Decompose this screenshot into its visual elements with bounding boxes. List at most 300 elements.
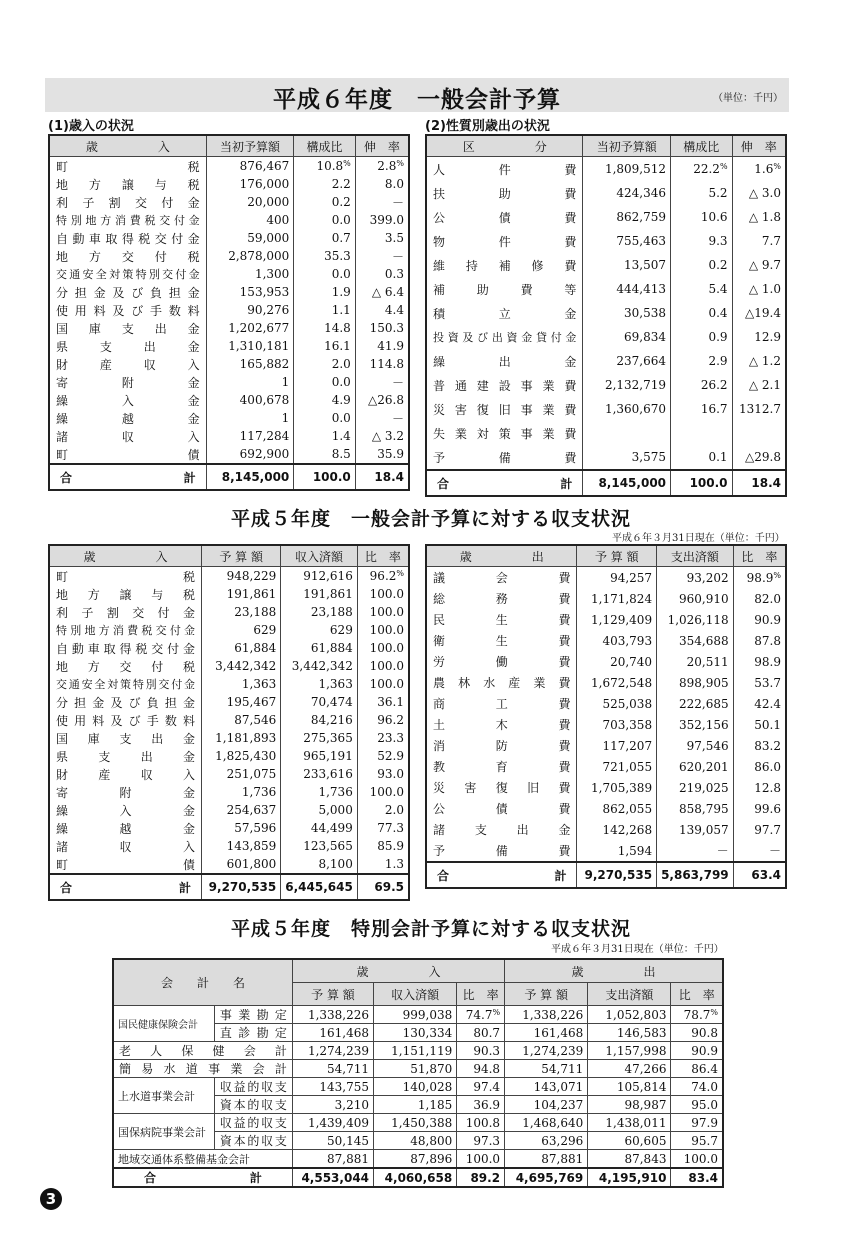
cell: 57,596 [202,819,281,837]
percent-mark: % [710,1007,718,1017]
cell: 97.9 [671,1114,723,1132]
cell: 90.3 [457,1042,505,1060]
revenue-section-title: (1)歳入の状況 [48,119,134,134]
cell: 94.8 [457,1060,505,1078]
col-spent: 支出済額 [588,983,671,1006]
header-row [49,135,409,157]
cell: 12.8 [733,777,786,798]
col-expenditure: 歳 出 [505,959,723,983]
cell: 8.0 [355,175,409,193]
column-header: 構成比 [294,135,355,157]
table-row [426,735,786,756]
cell: 2.2 [294,175,355,193]
cell: 1,363 [281,675,358,693]
title-banner [45,78,789,112]
table-row [49,229,409,247]
cell: 100.0 [357,585,409,603]
cell-value: 2.8 [377,159,397,173]
cell: 1.1 [294,301,355,319]
column-header: 比 率 [357,545,409,567]
row-label: 投資及び出資金貸付金 [426,325,583,349]
total-label: 合 計 [49,464,206,490]
row-label: 使用料及び手数料 [49,711,202,729]
cell: － [733,840,786,862]
cell: 100.0 [357,675,409,693]
cell: 114.8 [355,355,409,373]
cell: 82.0 [733,588,786,609]
cell [357,567,409,586]
col-received: 収入済額 [374,983,457,1006]
cell: 90.9 [733,609,786,630]
cell: 862,759 [583,205,671,229]
cell: 150.3 [355,319,409,337]
row-label: 財 産 収 入 [49,765,202,783]
cell [294,157,355,176]
cell: 95.0 [671,1096,723,1114]
cell: 1,705,389 [577,777,657,798]
table-row [113,1060,723,1078]
table-row [49,621,409,639]
table-row [49,639,409,657]
cell: 999,038 [374,1006,457,1024]
row-label: 自動車取得税交付金 [49,229,206,247]
cell: 5.4 [671,277,733,301]
cell: 23,188 [281,603,358,621]
cell: 0.2 [294,193,355,211]
total-cell: 9,270,535 [577,862,657,888]
cell: 1,736 [202,783,281,801]
cell: 61,884 [202,639,281,657]
row-label: 特別地方消費税交付金 [49,621,202,639]
column-header: 歳 出 [426,545,577,567]
row-label: 利子割交付金 [49,603,202,621]
account-name: 簡易水道事業会計 [113,1060,292,1078]
row-label: 補 助 費 等 [426,277,583,301]
table-row [426,777,786,798]
cell: － [657,840,734,862]
cell: 2.0 [294,355,355,373]
cell: 403,793 [577,630,657,651]
cell: 100.0 [671,1150,723,1169]
row-label: 財 産 収 入 [49,355,206,373]
cell: 10.6 [671,205,733,229]
cell: 858,795 [657,798,734,819]
table-row [426,819,786,840]
cell: 23,188 [202,603,281,621]
cell: 399.0 [355,211,409,229]
col-budget: 予 算 額 [505,983,588,1006]
cell-value: 74.7 [465,1007,493,1022]
cell-value: 22.2 [693,162,720,176]
cell: 95.7 [671,1132,723,1150]
cell: 94,257 [577,567,657,589]
table-row [49,765,409,783]
unit-label: （単位：千円） [713,93,783,104]
cell: 0.7 [294,229,355,247]
cell: 195,467 [202,693,281,711]
cell-value: 96.2 [369,569,397,583]
cell: 100.0 [357,603,409,621]
table-row [49,265,409,283]
row-label: 商 工 費 [426,693,577,714]
cell: 1.4 [294,427,355,445]
col-budget: 予 算 額 [292,983,373,1006]
table-row [426,157,786,182]
row-label: 使用料及び手数料 [49,301,206,319]
row-label: 諸 収 入 [49,837,202,855]
col-revenue: 歳 入 [292,959,504,983]
cell: 191,861 [281,585,358,603]
cell [671,1006,723,1024]
table-row [426,421,786,445]
cell: 862,055 [577,798,657,819]
cell: 80.7 [457,1024,505,1042]
column-header: 歳 入 [49,135,206,157]
table-row [49,729,409,747]
cell: 140,028 [374,1078,457,1096]
cell: 1,338,226 [505,1006,588,1024]
row-label: 国 庫 支 出 金 [49,729,202,747]
row-label: 地 方 譲 与 税 [49,175,206,193]
cell: － [355,193,409,211]
cell: 4,553,044 [292,1168,373,1187]
cell: 1,363 [202,675,281,693]
table-row [426,397,786,421]
page-title: 平成６年度 一般会計予算 [273,87,561,113]
row-label: 諸 支 出 金 [426,819,577,840]
total-row [113,1168,723,1187]
cell: 60,605 [588,1132,671,1150]
cell: 1,438,011 [588,1114,671,1132]
cell: 105,814 [588,1078,671,1096]
cell: 47,266 [588,1060,671,1078]
cell: 146,583 [588,1024,671,1042]
h6-expenditure-table [425,134,787,497]
cell: 90,276 [206,301,294,319]
row-label: 消 防 費 [426,735,577,756]
table-row [49,373,409,391]
table-row [49,693,409,711]
table-row [49,355,409,373]
cell: △29.8 [732,445,786,470]
cell: 83.2 [733,735,786,756]
sub-account: 収益的収支 [214,1114,292,1132]
cell: 87,881 [292,1150,373,1169]
cell: 1,809,512 [583,157,671,182]
row-label: 公 債 費 [426,798,577,819]
row-label: 予 備 費 [426,445,583,470]
row-label: 県 支 出 金 [49,747,202,765]
cell: 1.9 [294,283,355,301]
cell: 354,688 [657,630,734,651]
cell: 36.1 [357,693,409,711]
cell: 117,207 [577,735,657,756]
cell: △ 1.2 [732,349,786,373]
cell: 100.0 [457,1150,505,1169]
table-row [49,711,409,729]
cell: 1,171,824 [577,588,657,609]
percent-mark: % [719,162,728,171]
cell: 104,237 [505,1096,588,1114]
table-row [49,283,409,301]
row-label: 公 債 費 [426,205,583,229]
cell-value: 1.6 [754,162,774,176]
cell: 20,511 [657,651,734,672]
cell: △ 3.2 [355,427,409,445]
row-label: 衛 生 費 [426,630,577,651]
table-row [49,567,409,586]
cell [355,157,409,176]
row-label: 交通安全対策特別交付金 [49,675,202,693]
cell: 97,546 [657,735,734,756]
cell: 5,000 [281,801,358,819]
cell: 54,711 [505,1060,588,1078]
total-cell: 6,445,645 [281,874,358,900]
total-label: 合 計 [426,862,577,888]
row-label: 繰 越 金 [49,819,202,837]
total-label: 合 計 [426,470,583,496]
table-row [49,211,409,229]
column-header: 予 算 額 [202,545,281,567]
cell: 692,900 [206,445,294,464]
cell: 1,052,803 [588,1006,671,1024]
row-label: 分担金及び負担金 [49,283,206,301]
cell: 8,100 [281,855,358,874]
cell: 97.4 [457,1078,505,1096]
cell: 23.3 [357,729,409,747]
cell: 89.2 [457,1168,505,1187]
total-cell: 63.4 [733,862,786,888]
row-label: 失業対策事業費 [426,421,583,445]
cell: 1,274,239 [505,1042,588,1060]
cell: 139,057 [657,819,734,840]
cell: 97.7 [733,819,786,840]
total-row [49,874,409,900]
cell: 98.9 [733,651,786,672]
cell: 1,825,430 [202,747,281,765]
cell: 424,346 [583,181,671,205]
cell: 1,026,118 [657,609,734,630]
cell: 1,157,998 [588,1042,671,1060]
cell: 161,468 [505,1024,588,1042]
cell: 165,882 [206,355,294,373]
expenditure-section-title: (2)性質別歳出の状況 [425,119,550,134]
cell: 525,038 [577,693,657,714]
total-cell: 100.0 [671,470,733,496]
table-row [426,229,786,253]
cell: 59,000 [206,229,294,247]
table-row [113,1042,723,1060]
percent-mark: % [492,1007,501,1017]
cell: 1 [206,373,294,391]
h6-revenue-table [48,134,410,491]
table-row [426,840,786,862]
cell: 3,210 [292,1096,373,1114]
column-header: 構成比 [671,135,733,157]
header-row [49,545,409,567]
total-cell: 9,270,535 [202,874,281,900]
cell: 4,060,658 [374,1168,457,1187]
cell: 1,450,388 [374,1114,457,1132]
total-cell: 8,145,000 [583,470,671,496]
row-label: 町 税 [49,157,206,176]
cell: 1,594 [577,840,657,862]
cell [457,1006,505,1024]
column-header: 予 算 額 [577,545,657,567]
table-row [49,175,409,193]
table-row [49,837,409,855]
cell: 44,499 [281,819,358,837]
cell: 876,467 [206,157,294,176]
cell: 100.0 [357,639,409,657]
percent-mark: % [773,570,781,580]
cell: 42.4 [733,693,786,714]
cell: 74.0 [671,1078,723,1096]
cell: 35.3 [294,247,355,265]
row-label: 分担金及び負担金 [49,693,202,711]
h5-expenditure-table [425,544,787,889]
total-cell: 5,863,799 [657,862,734,888]
cell: 0.0 [294,265,355,283]
table-row [426,277,786,301]
cell: △19.4 [732,301,786,325]
row-label: 町 債 [49,855,202,874]
cell: 0.0 [294,373,355,391]
row-label: 物 件 費 [426,229,583,253]
cell: 20,000 [206,193,294,211]
cell: 143,859 [202,837,281,855]
row-label: 民 生 費 [426,609,577,630]
table-row [426,756,786,777]
cell: 87,896 [374,1150,457,1169]
h5-general-title: 平成５年度 一般会計予算に対する収支状況 [230,508,631,530]
column-header: 比 率 [733,545,786,567]
cell: 16.1 [294,337,355,355]
cell: 87.8 [733,630,786,651]
cell: 948,229 [202,567,281,586]
cell: 2.9 [671,349,733,373]
cell: △ 1.8 [732,205,786,229]
cell: 222,685 [657,693,734,714]
table-row [426,301,786,325]
row-label: 地 方 交 付 税 [49,247,206,265]
cell: 61,884 [281,639,358,657]
account-name: 国保病院事業会計 [113,1114,214,1150]
account-name: 上水道事業会計 [113,1078,214,1114]
cell: 100.0 [357,657,409,675]
table-row [426,714,786,735]
cell: 629 [202,621,281,639]
table-row [49,337,409,355]
table-row [49,585,409,603]
cell: 444,413 [583,277,671,301]
column-header: 区 分 [426,135,583,157]
cell: 898,905 [657,672,734,693]
table-row [49,657,409,675]
table-row [49,301,409,319]
cell: 35.9 [355,445,409,464]
account-name: 国民健康保険会計 [113,1006,214,1042]
table-row [49,409,409,427]
table-row [113,1114,723,1132]
column-header: 収入済額 [281,545,358,567]
cell: 100.0 [357,783,409,801]
cell: 123,565 [281,837,358,855]
cell: 12.9 [732,325,786,349]
h5-revenue-table [48,544,410,901]
cell: △ 2.1 [732,373,786,397]
total-cell: 18.4 [732,470,786,496]
column-header: 当初予算額 [583,135,671,157]
special-asof: 平成６年３月31日現在（単位：千円） [551,944,724,955]
cell: 4.4 [355,301,409,319]
cell: 352,156 [657,714,734,735]
row-label: 寄 附 金 [49,373,206,391]
cell: △ 3.0 [732,181,786,205]
cell: 87,881 [505,1150,588,1169]
cell: 1,202,677 [206,319,294,337]
cell: 51,870 [374,1060,457,1078]
cell: 50.1 [733,714,786,735]
row-label: 維 持 補 修 費 [426,253,583,277]
cell: 1,360,670 [583,397,671,421]
cell: 85.9 [357,837,409,855]
row-label: 災 害 復 旧 費 [426,777,577,798]
sub-account: 資本的収支 [214,1132,292,1150]
cell: 2,132,719 [583,373,671,397]
row-label: 国 庫 支 出 金 [49,319,206,337]
cell: 100.8 [457,1114,505,1132]
cell: 90.8 [671,1024,723,1042]
cell: 142,268 [577,819,657,840]
row-label: 県 支 出 金 [49,337,206,355]
cell: 3,442,342 [281,657,358,675]
cell: 176,000 [206,175,294,193]
cell: 99.6 [733,798,786,819]
table-row [113,1006,723,1024]
cell: 3,575 [583,445,671,470]
h5-asof: 平成６年３月31日現在（単位：千円） [612,533,785,544]
header-row [426,545,786,567]
row-label: 地 方 交 付 税 [49,657,202,675]
table-row [426,798,786,819]
cell: 721,055 [577,756,657,777]
cell: － [355,247,409,265]
table-row [49,675,409,693]
row-label: 労 働 費 [426,651,577,672]
table-row [426,672,786,693]
cell: 93.0 [357,765,409,783]
table-row [49,319,409,337]
cell: 254,637 [202,801,281,819]
table-row [49,819,409,837]
cell: 1,468,640 [505,1114,588,1132]
cell: 143,071 [505,1078,588,1096]
cell: 0.9 [671,325,733,349]
row-label: 繰 入 金 [49,801,202,819]
cell: 965,191 [281,747,358,765]
cell: 0.4 [671,301,733,325]
account-name: 地域交通体系整備基金会計 [113,1150,292,1169]
table-row [426,588,786,609]
cell: 93,202 [657,567,734,589]
col-rate: 比 率 [671,983,723,1006]
cell: 237,664 [583,349,671,373]
cell: 0.0 [294,211,355,229]
table-row [49,247,409,265]
cell-value: 10.8 [316,159,344,173]
special-title: 平成５年度 特別会計予算に対する収支状況 [230,918,631,940]
